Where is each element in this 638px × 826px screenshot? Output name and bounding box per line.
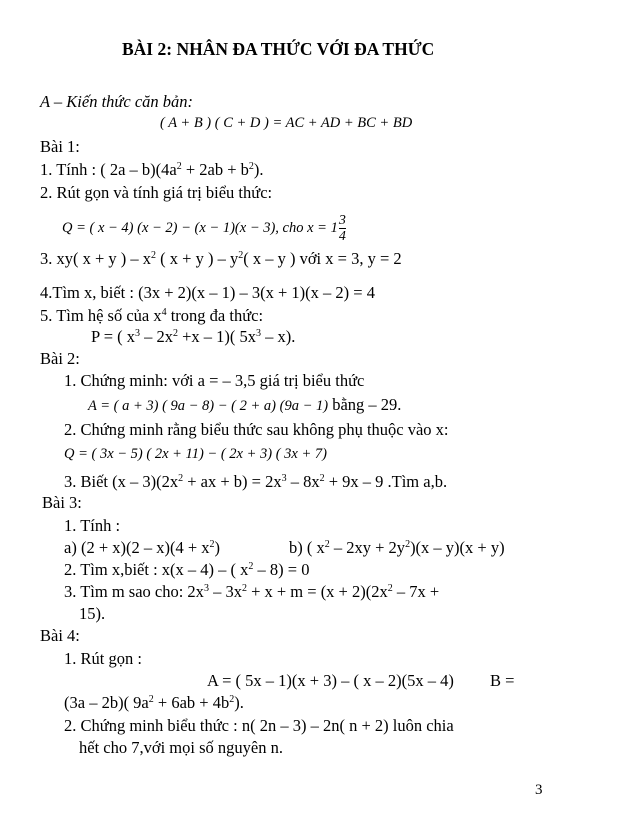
- bai1-item5-poly: P = ( $x^3 - 2x^2 +x - 1$)( $5x^3 - x$).: [91, 327, 296, 346]
- bai3-item3: 3. Tìm m sao cho: $2x^3 - 3x^2 + x + m = (x + 2)(2x^2 - 7x$ +: [64, 582, 440, 601]
- bai3-item1a: a) $(2 + x)(2 - x)(4 + x^2)$: [64, 538, 221, 557]
- bai1-item2-formula: Q = ( x − 4) (x − 2) − (x − 1)(x − 3), cho x = 1 $\frac{3}{4}$: [62, 212, 346, 244]
- bai2-item1-formula: A = ( a + 3) ( 9a − 8) − ( 2 + a) (9a − 1) bằng – 29.: [88, 395, 402, 414]
- bai1-item4: 4.Tìm x, biết : (3x + 2)(x – 1) – 3(x + 1)(x – 2) = 4: [40, 283, 375, 302]
- bai2-item1: 1. Chứng minh: với a = – 3,5 giá trị biểu thức: [64, 371, 365, 390]
- bai1-item3: 3. xy( x + y ) – $x^2$ ( x + y ) – $y^2$( x – y ) với x = 3, y = 2: [40, 249, 402, 268]
- bai3-item3-cont: 15).: [79, 604, 106, 623]
- bai4-item1-A: A = ( 5x – 1)(x + 3) – ( x – 2)(5x – 4): [207, 671, 454, 690]
- bai4-heading: Bài 4:: [40, 626, 80, 645]
- bai2-item3: 3. Biết $(x - 3)(2x^2$ + ax + $b) = 2x^3 - 8x^2 + 9x - 9$ .Tìm a,b.: [64, 472, 448, 491]
- bai4-item1: 1. Rút gọn :: [64, 649, 142, 668]
- bai1-item5: 5. Tìm hệ số của $x^4$ trong đa thức:: [40, 306, 264, 325]
- section-a-formula: ( A + B ) ( C + D ) = AC + AD + BC + BD: [160, 115, 413, 131]
- mixed-fraction: $\frac{3}{4}$: [338, 212, 346, 244]
- bai1-item2: 2. Rút gọn và tính giá trị biểu thức:: [40, 183, 273, 202]
- bai1-heading: Bài 1:: [40, 137, 80, 156]
- page-number: 3: [535, 782, 543, 798]
- bai3-item1: 1. Tính :: [64, 516, 121, 535]
- bai4-item1-B: B =: [490, 671, 515, 690]
- bai3-item2: 2. Tìm x,biết : x(x – 4) – ( $x^2 - 8) = 0$: [64, 560, 310, 579]
- bai4-item1-B-cont: (3a – 2b)( $9a^2 + 6ab + 4b^2$).: [64, 693, 244, 712]
- bai2-item2: 2. Chứng minh rằng biểu thức sau không phụ thuộc vào x:: [64, 420, 449, 439]
- bai1-item1: 1. Tính : ( $2a - b)(4a^2 + 2ab + b^2)$.: [40, 160, 264, 179]
- bai4-item2: 2. Chứng minh biểu thức : n( 2n – 3) – 2n( n + 2) luôn chia: [64, 716, 454, 735]
- bai2-item2-formula: Q = ( 3x − 5) ( 2x + 11) − ( 2x + 3) ( 3x + 7): [64, 446, 327, 462]
- bai3-item1b: b) ( $x^2 - 2xy + 2y^2)(x - y)(x + y)$: [289, 538, 505, 557]
- bai3-heading: Bài 3:: [42, 493, 82, 512]
- section-a-heading: A – Kiến thức căn bản:: [40, 92, 194, 111]
- page-title: BÀI 2: NHÂN ĐA THỨC VỚI ĐA THỨC: [122, 39, 435, 59]
- bai2-heading: Bài 2:: [40, 349, 80, 368]
- bai4-item2-cont: hết cho 7,với mọi số nguyên n.: [79, 738, 283, 757]
